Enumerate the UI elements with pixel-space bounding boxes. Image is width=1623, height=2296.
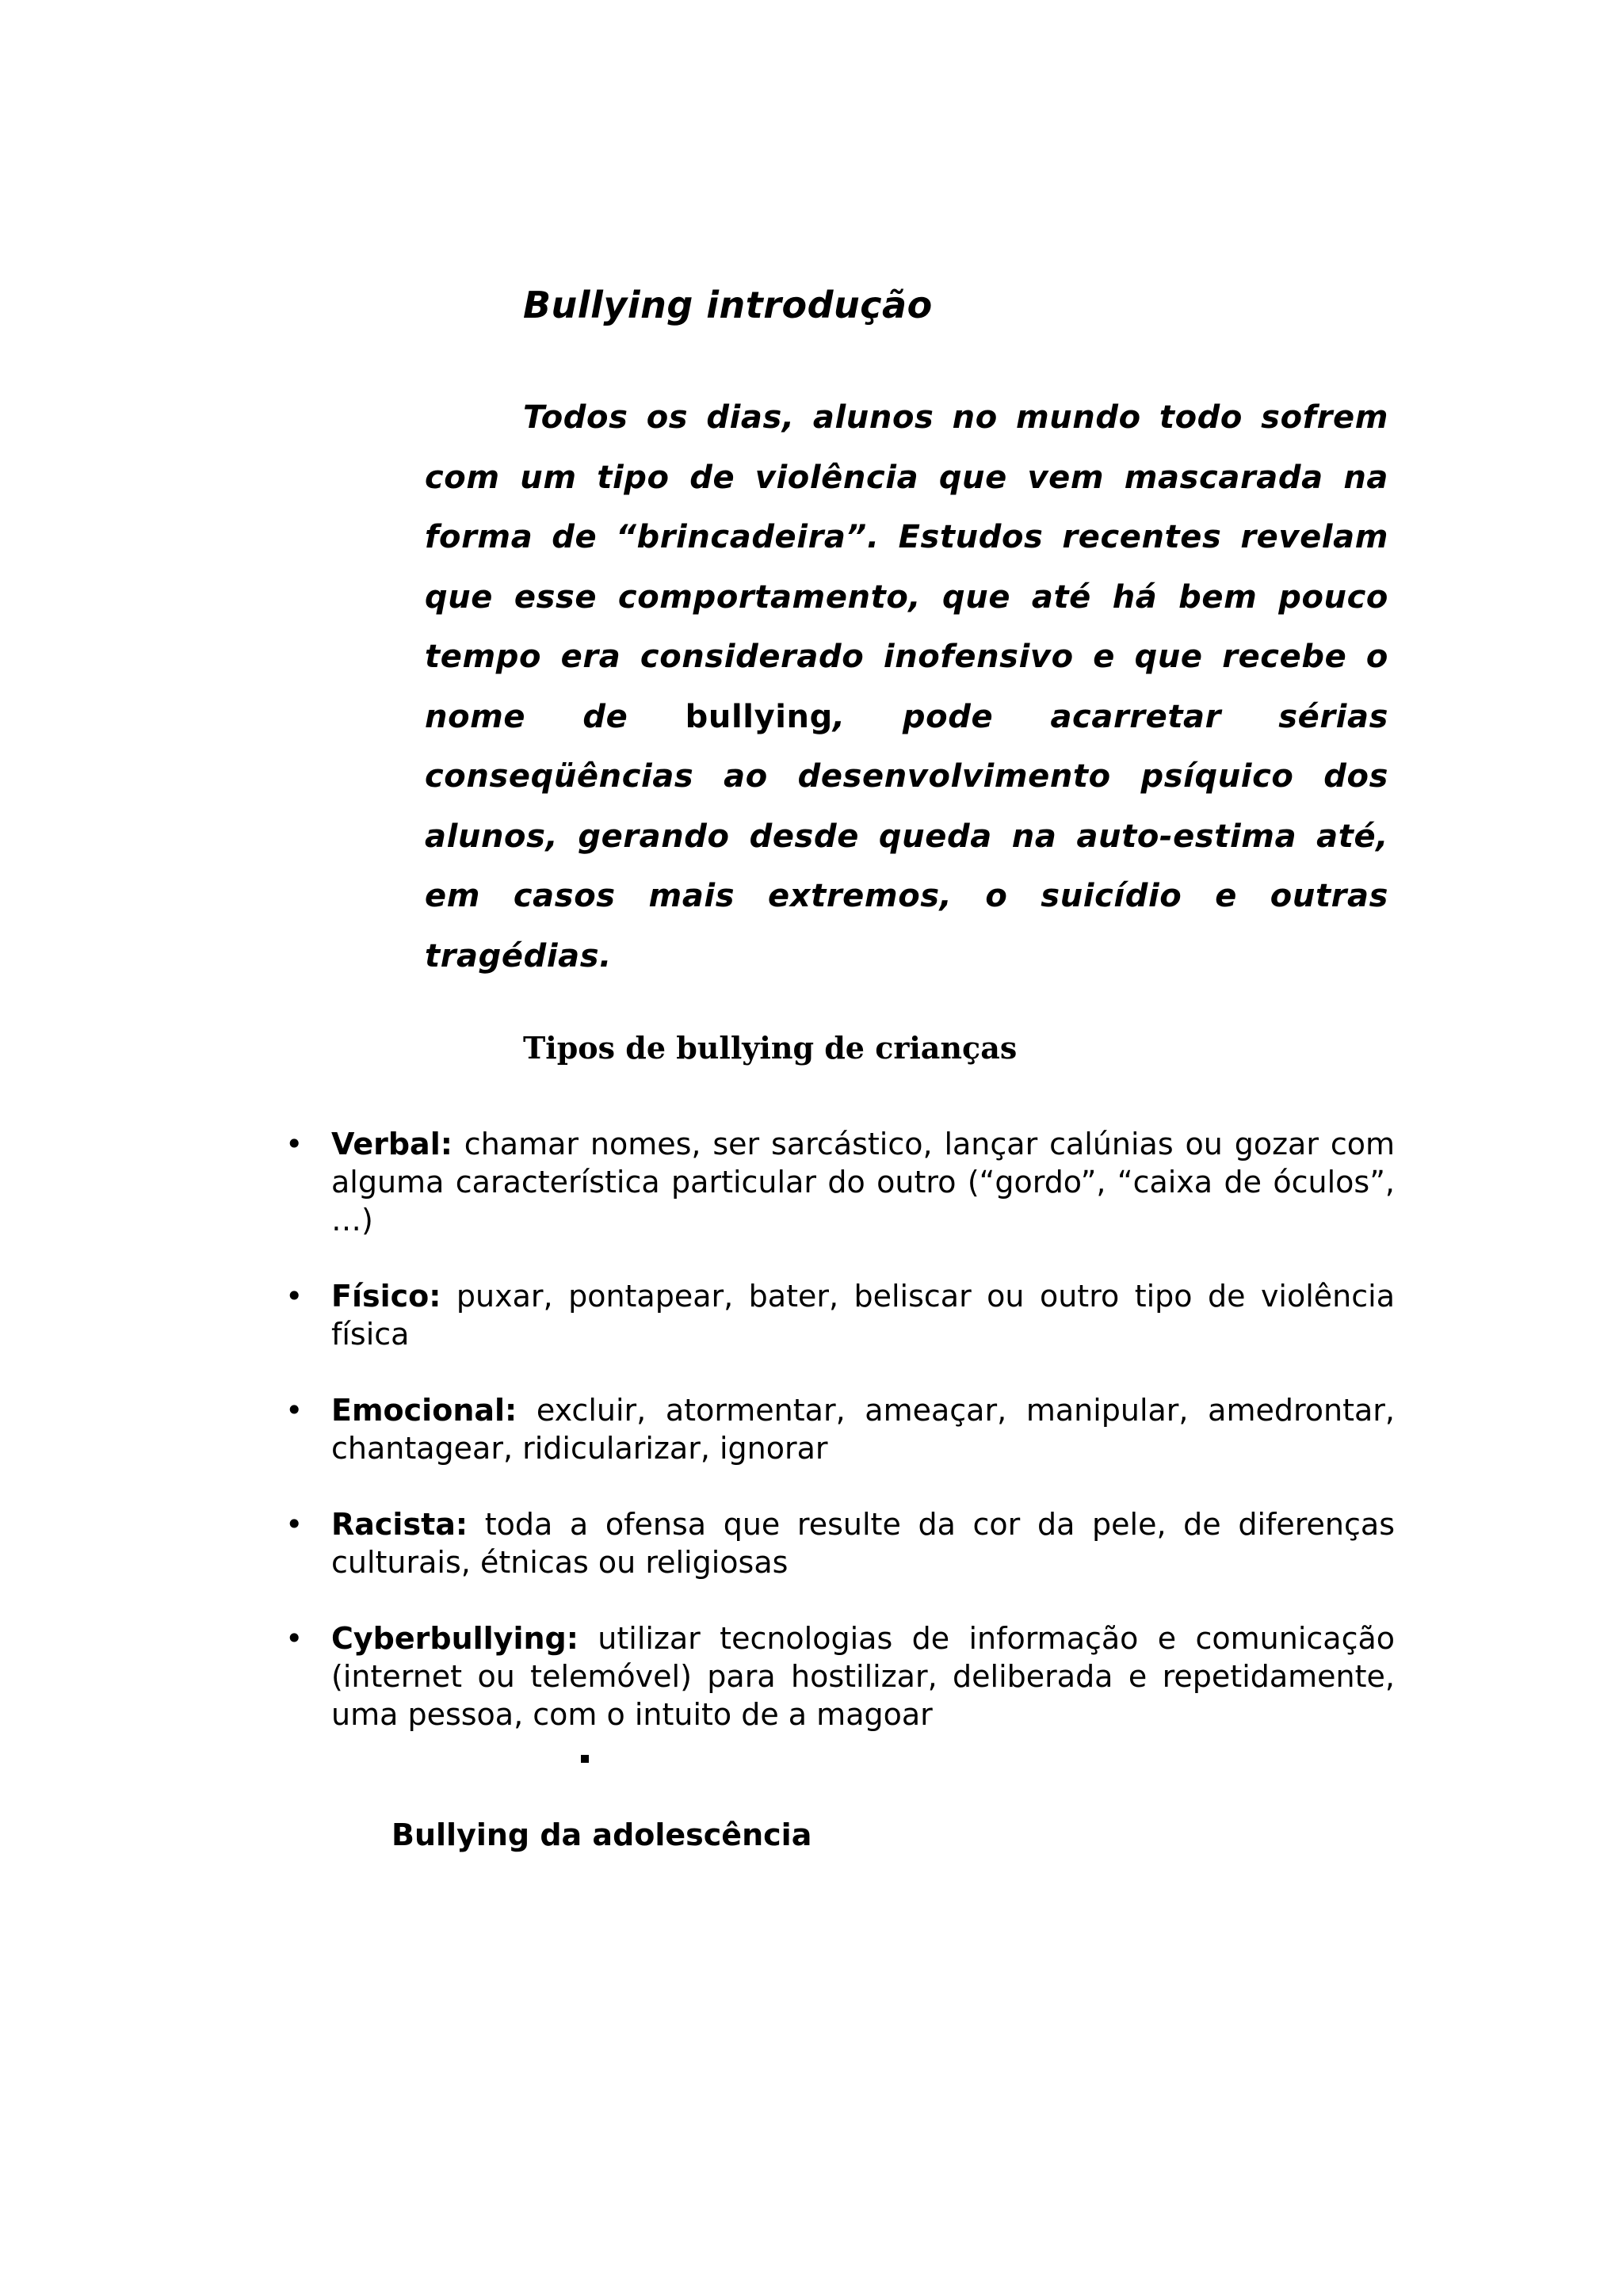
bullet-icon: • xyxy=(285,1279,304,1314)
item-label-fisico: Físico: xyxy=(331,1279,441,1314)
page-title: Bullying introdução xyxy=(523,284,933,326)
bullet-icon: • xyxy=(285,1393,304,1428)
list-item-emocional xyxy=(269,1391,1395,1467)
section-heading-adolescence: Bullying da adolescência xyxy=(391,1817,812,1852)
bullet-icon: • xyxy=(285,1621,304,1656)
item-label-cyberbullying: Cyberbullying: xyxy=(331,1621,579,1656)
types-subtitle: Tipos de bullying de crianças xyxy=(523,1030,1018,1066)
square-bullet-icon xyxy=(581,1755,589,1763)
list-item-racista xyxy=(269,1505,1395,1581)
list-item-verbal xyxy=(269,1125,1395,1239)
item-text-verbal: chamar nomes, ser sarcástico, lançar calúnias ou gozar com alguma característica particular do outro (“gordo”, “caixa de óculos”, …) xyxy=(331,1127,1395,1238)
item-label-verbal: Verbal: xyxy=(331,1127,453,1161)
bullet-icon: • xyxy=(285,1507,304,1542)
intro-paragraph xyxy=(425,388,1388,986)
list-item-cyberbullying xyxy=(269,1619,1395,1733)
bullying-types-list xyxy=(269,1125,1395,1772)
item-label-emocional: Emocional: xyxy=(331,1393,517,1428)
item-label-racista: Racista: xyxy=(331,1507,468,1542)
intro-text-part-2: , pode acarretar sérias conseqüências ao desenvolvimento psíquico dos alunos, gerando desde queda na auto-estima até, em casos mais extremos, o suicídio e outras tragédias. xyxy=(425,698,1388,974)
bullet-icon: • xyxy=(285,1127,304,1161)
item-text-cyberbullying: utilizar tecnologias de informação e comunicação (internet ou telemóvel) para hostilizar, deliberada e repetidamente, uma pessoa, com o intuito de a magoar xyxy=(331,1621,1395,1732)
item-text-racista: toda a ofensa que resulte da cor da pele, de diferenças culturais, étnicas ou religiosas xyxy=(331,1507,1395,1580)
list-item-fisico xyxy=(269,1277,1395,1353)
item-text-emocional: excluir, atormentar, ameaçar, manipular, amedrontar, chantagear, ridicularizar, ignorar xyxy=(331,1393,1395,1466)
item-text-fisico: puxar, pontapear, bater, beliscar ou outro tipo de violência física xyxy=(331,1279,1395,1352)
intro-bullying-term: bullying xyxy=(685,698,833,735)
intro-text-part-1: Todos os dias, alunos no mundo todo sofrem com um tipo de violência que vem mascarada na forma de “brincadeira”. Estudos recentes revelam que esse comportamento, que até há bem pouco tempo era considerado inofensivo e que recebe o nome de xyxy=(425,399,1388,735)
